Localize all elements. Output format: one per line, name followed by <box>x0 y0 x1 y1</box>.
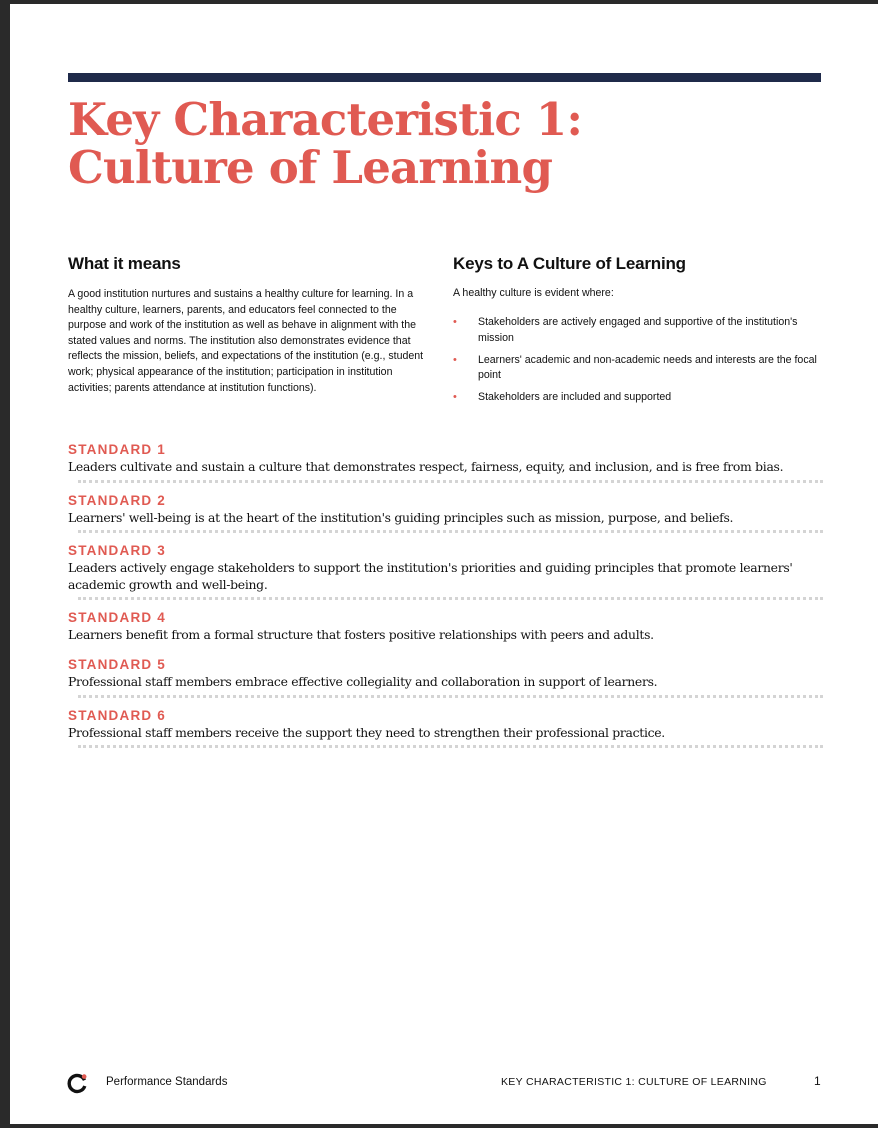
page-title <box>68 93 768 194</box>
standard-label: STANDARD 2 <box>68 492 167 508</box>
page-number: 1 <box>814 1074 821 1088</box>
bullet-icon: • <box>453 391 457 404</box>
standard-text: Learners benefit from a formal structure that fosters positive relationships with peers and adults. <box>68 627 654 643</box>
title-line-1: Key Characteristic 1: <box>68 93 583 146</box>
standard-label: STANDARD 1 <box>68 442 167 457</box>
standard-5 <box>68 656 823 698</box>
top-rule <box>68 73 821 82</box>
what-it-means-body: A good institution nurtures and sustains a healthy culture for learning. In a healthy culture, learners, parents, and educators feel connected to the purpose and work of the institution as well as behave in alignment with the stated values and norms. The institution also demonstrates evidence that reflects the mission, beliefs, and expectations of the institution (e.g., student work; physical appearance of the institution; participation in institution activities; parents attendance at institution functions). <box>68 288 424 394</box>
dotted-divider <box>78 480 823 483</box>
bullet-icon: • <box>453 353 457 366</box>
standard-text: Professional staff members embrace effective collegiality and collaboration in support of learners. <box>68 673 658 689</box>
standard-label: STANDARD 6 <box>68 707 167 723</box>
dotted-divider <box>78 745 823 748</box>
keys-list <box>453 315 823 412</box>
standard-text: Leaders cultivate and sustain a culture that demonstrates respect, fairness, equity, and inclusion, and is free from bias. <box>68 459 784 474</box>
standards-list <box>68 441 823 757</box>
standard-label: STANDARD 3 <box>68 543 167 559</box>
dotted-divider <box>78 530 823 533</box>
standard-6 <box>68 707 823 749</box>
document-page <box>10 4 878 1124</box>
standard-text: Leaders actively engage stakeholders to support the institution's priorities and guiding principles that promote learners' academic growth and well-being. <box>68 560 793 592</box>
dotted-divider <box>78 695 823 698</box>
what-it-means-heading: What it means <box>68 254 181 273</box>
standard-1 <box>68 441 823 483</box>
list-item: • Stakeholders are included and supported <box>453 390 823 406</box>
keys-intro: A healthy culture is evident where: <box>453 287 614 299</box>
list-item: • Stakeholders are actively engaged and supportive of the institution's mission <box>453 316 798 344</box>
standard-3 <box>68 542 823 600</box>
bullet-icon: • <box>453 316 457 328</box>
standard-text: Professional staff members receive the support they need to strengthen their professional practice. <box>68 724 665 740</box>
standard-label: STANDARD 4 <box>68 610 167 626</box>
footer-doc-title: Performance Standards <box>106 1076 228 1088</box>
dotted-divider <box>78 597 823 600</box>
standard-4 <box>68 609 823 656</box>
standard-label: STANDARD 5 <box>68 656 167 672</box>
footer-section-title: KEY CHARACTERISTIC 1: CULTURE OF LEARNING <box>501 1076 767 1088</box>
list-item: • Learners' academic and non-academic needs and interests are the focal point <box>453 353 817 382</box>
title-line-2: Culture of Learning <box>68 141 553 194</box>
standard-2 <box>68 492 823 534</box>
keys-heading: Keys to A Culture of Learning <box>453 254 686 273</box>
standard-text: Learners' well-being is at the heart of the institution's guiding principles such as mission, purpose, and beliefs. <box>68 509 734 525</box>
brand-logo-icon <box>67 1072 89 1094</box>
